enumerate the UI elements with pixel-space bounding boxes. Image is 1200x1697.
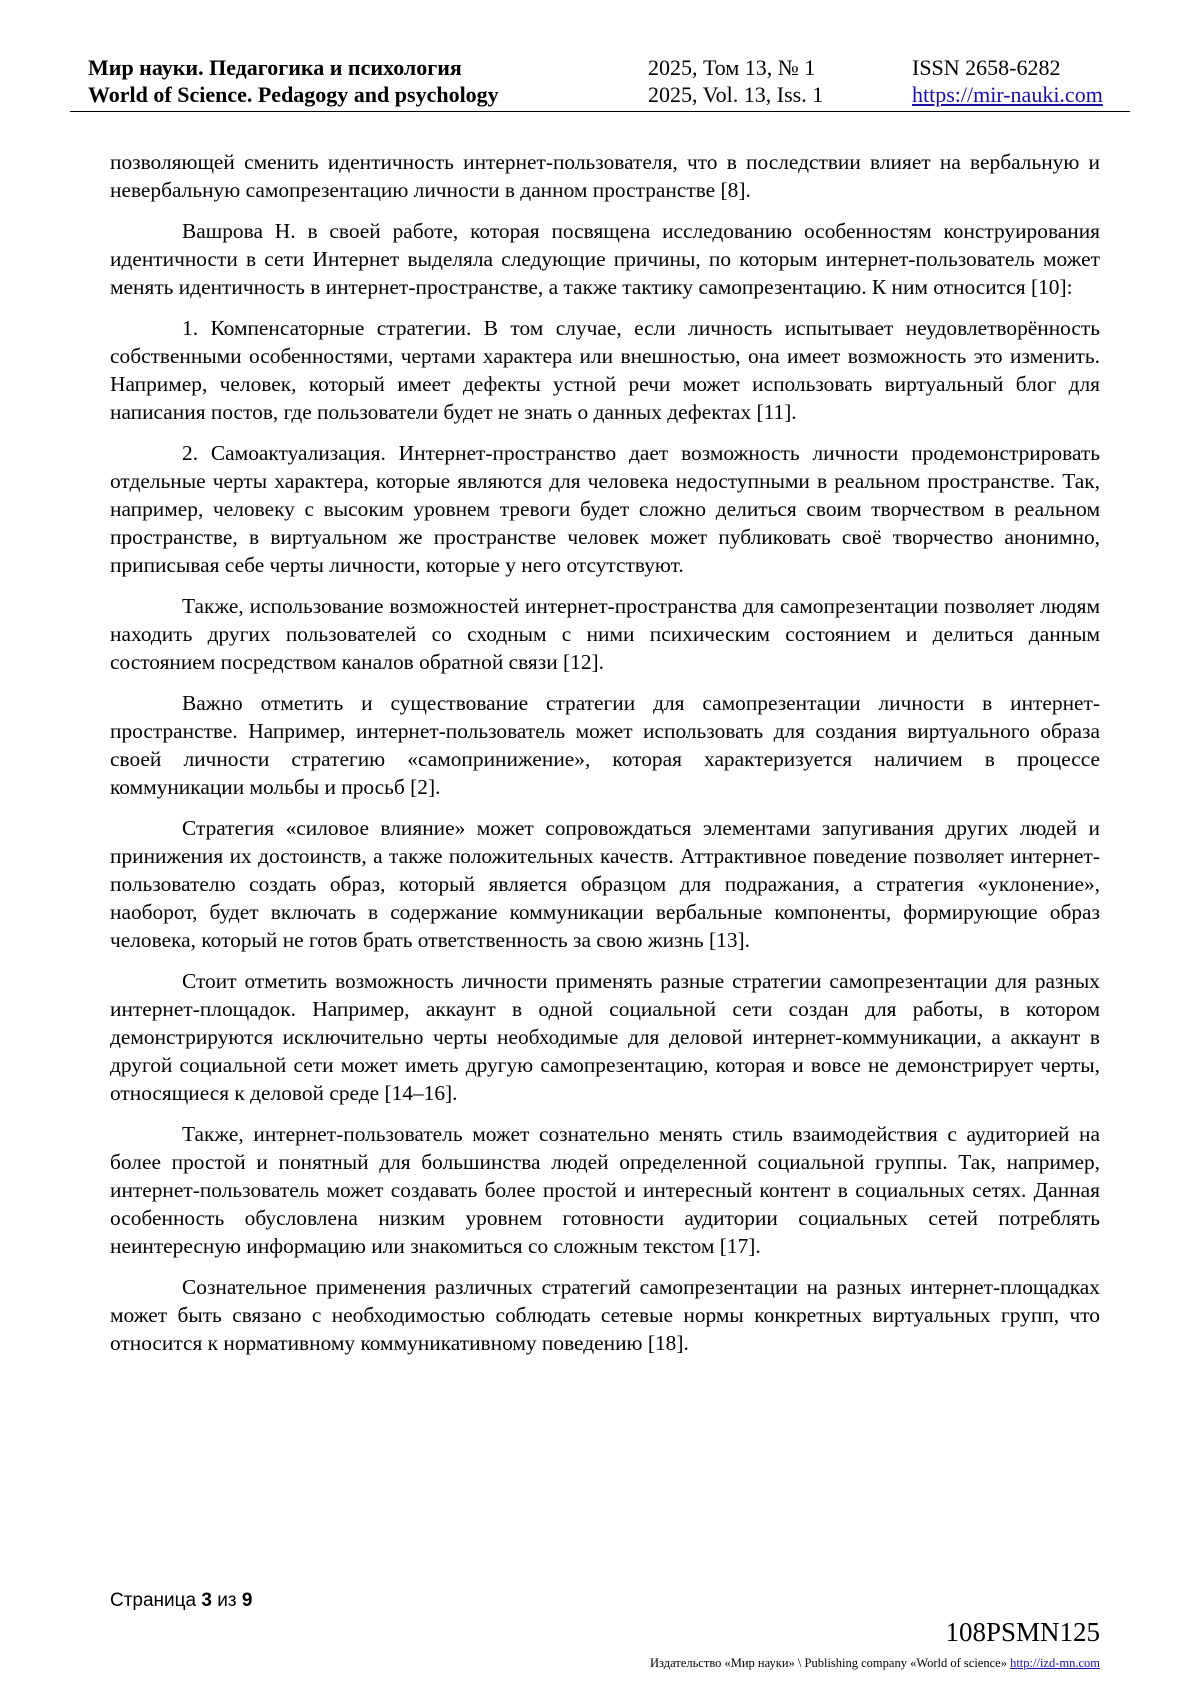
issue-info-ru: 2025, Том 13, № 1: [648, 55, 816, 80]
issn-block: [912, 54, 1103, 108]
journal-url-link[interactable]: https://mir-nauki.com: [912, 82, 1103, 107]
paragraph-network-norms: Сознательное применения различных стратегий самопрезентации на разных интернет-площадках может быть связано с необходимостью соблюдать сетевые нормы конкретных виртуальных групп, что относится к нормативному коммуникативному поведению [18].: [110, 1275, 1100, 1355]
paragraph-communication-style: Также, интернет-пользователь может сознательно менять стиль взаимодействия с аудиторией на более простой и понятный для большинства людей определенной социальной группы. Так, например, интернет-пользователь может создавать более простой и интересный контент в социальных сетях. Данная особенность обусловлена низким уровнем готовности аудитории социальных сетей потреблять неинтересную информацию или знакомиться со сложным текстом [17].: [110, 1122, 1100, 1258]
paragraph-continuation: позволяющей сменить идентичность интернет-пользователя, что в последствии влияет на вербальную и невербальную самопрезентацию личности в данном пространстве [8].: [110, 150, 1100, 202]
journal-title-en: World of Science. Pedagogy and psychology: [88, 82, 499, 107]
paragraph-power-influence: Стратегия «силовое влияние» может сопровождаться элементами запугивания других людей и принижения их достоинств, а также положительных качеств. Аттрактивное поведение позволяет интернет-пользователю создать образ, который является образцом для подражания, а стратегия «уклонение», наоборот, будет включать в содержание коммуникации вербальные компоненты, формирующие образ человека, который не готов брать ответственность за свою жизнь [13].: [110, 816, 1100, 952]
issn-number: ISSN 2658-6282: [912, 55, 1061, 80]
page-number: [110, 1590, 252, 1612]
paragraph-psychological-state: Также, использование возможностей интернет-пространства для самопрезентации позволяет людям находить других пользователей со сходным с ними психическим состоянием и делиться данным состоянием посредством каналов обратной связи [12].: [110, 594, 1100, 674]
issue-info: [648, 54, 823, 108]
paragraph-compensatory-strategies: 1. Компенсаторные стратегии. В том случае, если личность испытывает неудовлетворённость собственными особенностями, чертами характера или внешностью, она имеет возможность это изменить. Например, человек, который имеет дефекты устной речи может использовать виртуальный блог для написания постов, где пользователи будет не знать о данных дефектах [11].: [110, 316, 1100, 424]
publisher-line: [650, 1656, 1100, 1671]
publisher-url-link[interactable]: http://izd-mn.com: [1010, 1656, 1100, 1670]
journal-title: [88, 54, 499, 108]
article-body: [110, 148, 1100, 1357]
header-divider: [70, 111, 1130, 112]
page-label: Страница: [110, 1590, 197, 1611]
page-total: 9: [241, 1590, 253, 1611]
page-current: 3: [201, 1590, 212, 1611]
issue-info-en: 2025, Vol. 13, Iss. 1: [648, 82, 824, 107]
paragraph-self-deprecation: Важно отметить и существование стратегии для самопрезентации личности в интернет-пространстве. Например, интернет-пользователь может использовать для создания виртуального образа своей личности стратегию «самопринижение», которая характеризуется наличием в процессе коммуникации мольбы и просьб [2].: [110, 691, 1100, 799]
publisher-text: Издательство «Мир науки» \ Publishing company «World of science»: [650, 1656, 1007, 1670]
paragraph-different-platforms: Стоит отметить возможность личности применять разные стратегии самопрезентации для разных интернет-площадок. Например, аккаунт в одной социальной сети создан для работы, в котором демонстрируются исключительно черты необходимые для деловой интернет-коммуникации, а аккаунт в другой социальной сети может иметь другую самопрезентацию, которая и вовсе не демонстрирует черты, относящиеся к деловой среде [14–16].: [110, 969, 1100, 1105]
paragraph-vashrova: Вашрова Н. в своей работе, которая посвящена исследованию особенностям конструирования идентичности в сети Интернет выделяла следующие причины, по которым интернет-пользователь может менять идентичность в интернет-пространстве, а также тактику самопрезентацию. К ним относится [10]:: [110, 219, 1100, 299]
page-of: из: [217, 1590, 237, 1611]
paragraph-self-actualization: 2. Самоактуализация. Интернет-пространство дает возможность личности продемонстрировать отдельные черты характера, которые являются для человека недоступными в реальном пространстве. Так, например, человеку с высоким уровнем тревоги будет сложно делиться своим творчеством в реальном пространстве, в виртуальном же пространстве человек может публиковать своё творчество анонимно, приписывая себе черты личности, которые у него отсутствуют.: [110, 441, 1100, 577]
article-code: 108PSMN125: [945, 1617, 1100, 1647]
journal-title-ru: Мир науки. Педагогика и психология: [88, 55, 462, 80]
page-header: [70, 54, 1130, 110]
